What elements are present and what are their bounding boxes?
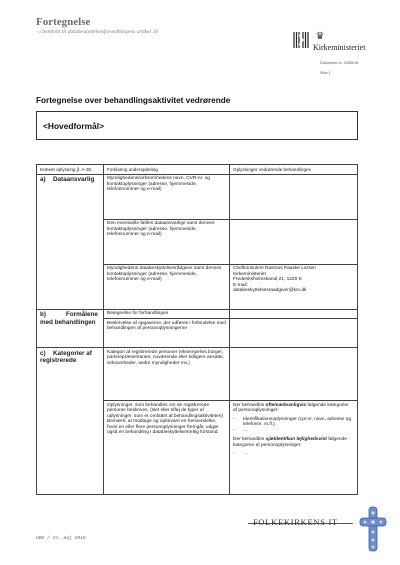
dpo-email-label: E-mail: — [233, 282, 248, 288]
crown-icon: ♛ — [315, 31, 325, 42]
footer-date: UBK / 24. maj 2018 — [36, 536, 86, 541]
list-item: - Identifikationsoplysninger (cpr.nr, navn, adresse og telefonnr. m.fl.) — [233, 416, 351, 427]
row-label-a: a) Dataansvarlig — [37, 174, 104, 309]
blue-cross-emblem-icon — [358, 505, 388, 553]
table-row — [37, 174, 358, 219]
explanation-cell[interactable]: Oplysninger, som behandles om de registrerede personer beskrives. (slet eller tilføj de typer af oplysninger, som er omfattet af behandlingsaktiviteten) Bemærk: at modtage og opbevare en henvendelse, hvori en eller flere personoplysninger fremgår, udgør også en behandling i databeskyttelsesretlig forstand. — [104, 401, 230, 495]
explanation-cell[interactable]: Kategori af registrerede personer (eksempelvis borger, partsrepræsentanter, nuværende eller tidligere ansatte, virksomheder, andre myndigheder mv.) — [104, 348, 230, 401]
footer-brand: FOLKEKIRKENS IT — [253, 517, 338, 527]
info-cell[interactable] — [230, 219, 358, 264]
row-label-b: b) Formålene med behandlingen — [37, 309, 104, 348]
list-item: - … — [233, 451, 248, 456]
column-header-explanation: Forklaring underopdeling — [104, 165, 230, 175]
column-header-required: Krævet oplysning jf. A-30 — [37, 165, 104, 175]
info-cell[interactable] — [230, 264, 358, 309]
dpo-email: databeskyttelsesraadgiver@km.dk — [233, 288, 307, 293]
ministry-name: Kirkeministeriet — [313, 43, 366, 52]
ministry-stripes-logo-icon — [292, 30, 310, 50]
document-title: Fortegnelse — [36, 16, 91, 28]
list-item: - … — [233, 427, 248, 433]
dpo-name: Chefkonsulent Rasmus Paaske Larsen — [233, 266, 316, 271]
info-cell[interactable] — [230, 319, 358, 348]
info-cell[interactable] — [230, 309, 358, 319]
purpose-box — [36, 111, 358, 140]
dpo-address: Frederiksholmskanal 21, 1220 K — [233, 277, 302, 282]
table-row — [37, 309, 358, 319]
explanation-cell[interactable]: Beskrivelse af opgaverne, der udføres i forbindelse med behandlingen af personoplysningerne — [104, 319, 230, 348]
dpo-org: Kirkeministeriet — [233, 271, 266, 277]
ministry-logo — [292, 30, 370, 56]
explanation-cell[interactable]: Betegnelse for forhandlingen — [104, 309, 230, 319]
explanation-cell[interactable]: Myndighedens/virksomhedens navn, CVR-nr. og kontaktoplysninger (adresse, hjemmeside, telefonnummer og e-mail) — [104, 174, 230, 219]
table-row — [37, 348, 358, 401]
table-header-row — [37, 165, 358, 175]
explanation-cell[interactable]: Den eventuelle fælles dataansvarlige samt dennes kontaktoplysninger (adresse, hjemmeside, telefonnummer og e-mail) — [104, 219, 230, 264]
category-intro-frequent: Der behandles ofte/sædvanligvis følgende kategorier af personoplysninger: — [233, 402, 349, 413]
row-label-c: c) Kategorier af registrerede — [37, 348, 104, 495]
document-subtitle: - i henhold til databeskyttelsesforordningens artikel 30 — [36, 29, 159, 35]
info-cell[interactable] — [230, 348, 358, 401]
info-cell[interactable] — [230, 174, 358, 219]
document-number: Dokument nr. 33/89/18 — [320, 61, 359, 65]
info-cell[interactable] — [230, 401, 358, 495]
category-intro-rare: Der behandles sjældent/kun lejlighedsvist følgende kategorier af personoplysninger: — [233, 437, 347, 448]
explanation-cell[interactable]: Myndighedens databeskyttelsesrådgiver samt dennes kontaktoplysninger (adresse, hjemmeside, telefonnummer og e-mail) — [104, 264, 230, 309]
column-header-information: Oplysninger vedrørende behandlingen — [230, 165, 358, 175]
purpose-placeholder: <Hovedformål> — [43, 121, 104, 131]
processing-table — [36, 164, 358, 495]
page-number: Side 1 — [320, 71, 331, 75]
main-heading: Fortegnelse over behandlingsaktivitet vedrørende — [36, 96, 231, 105]
